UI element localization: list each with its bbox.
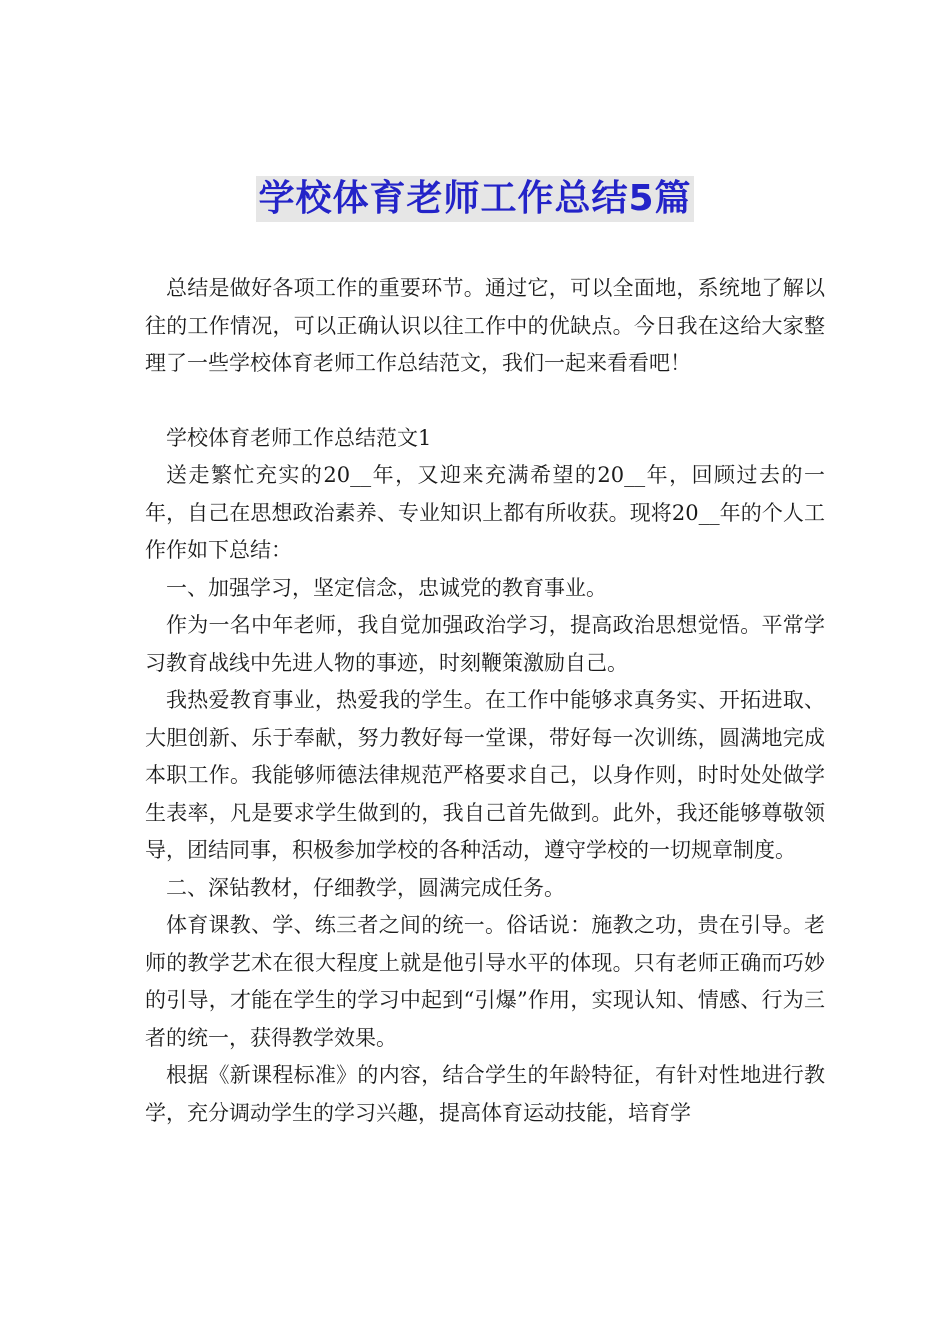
body-paragraph: 作为一名中年老师，我自觉加强政治学习，提高政治思想觉悟。平常学习教育战线中先进人物的事迹，时刻鞭策激励自己。 <box>145 613 825 675</box>
body-paragraph: 我热爱教育事业，热爱我的学生。在工作中能够求真务实、开拓进取、大胆创新、乐于奉献，努力教好每一堂课，带好每一次训练，圆满地完成本职工作。我能够师德法律规范严格要求自己，以身作则，时时处处做学生表率，凡是要求学生做到的，我自己首先做到。此外，我还能够尊敬领导，团结同事，积极参加学校的各种活动，遵守学校的一切规章制度。 <box>145 688 825 862</box>
document-title: 学校体育老师工作总结5篇 <box>256 176 693 222</box>
body-paragraph: 体育课教、学、练三者之间的统一。俗话说：施教之功，贵在引导。老师的教学艺术在很大程度上就是他引导水平的体现。只有老师正确而巧妙的引导，才能在学生的学习中起到“引爆”作用，实现认知、情感、行为三者的统一，获得教学效果。 <box>145 913 825 1050</box>
body-paragraph: 根据《新课程标准》的内容，结合学生的年龄特征，有针对性地进行教学，充分调动学生的学习兴趣，提高体育运动技能，培育学 <box>145 1063 825 1125</box>
paragraph-spacer <box>145 383 825 420</box>
subsection-heading: 二、深钻教材，仔细教学，圆满完成任务。 <box>166 875 565 900</box>
subsection-heading: 一、加强学习，坚定信念，忠诚党的教育事业。 <box>166 575 607 600</box>
title-container <box>0 176 950 222</box>
section-heading: 学校体育老师工作总结范文1 <box>166 425 432 450</box>
document-body <box>145 270 825 1132</box>
intro-paragraph: 总结是做好各项工作的重要环节。通过它，可以全面地，系统地了解以往的工作情况，可以正确认识以往工作中的优缺点。今日我在这给大家整理了一些学校体育老师工作总结范文，我们一起来看看吧！ <box>145 276 825 375</box>
body-paragraph: 送走繁忙充实的20__年，又迎来充满希望的20__年，回顾过去的一年，自己在思想政治素养、专业知识上都有所收获。现将20__年的个人工作作如下总结： <box>145 463 825 562</box>
